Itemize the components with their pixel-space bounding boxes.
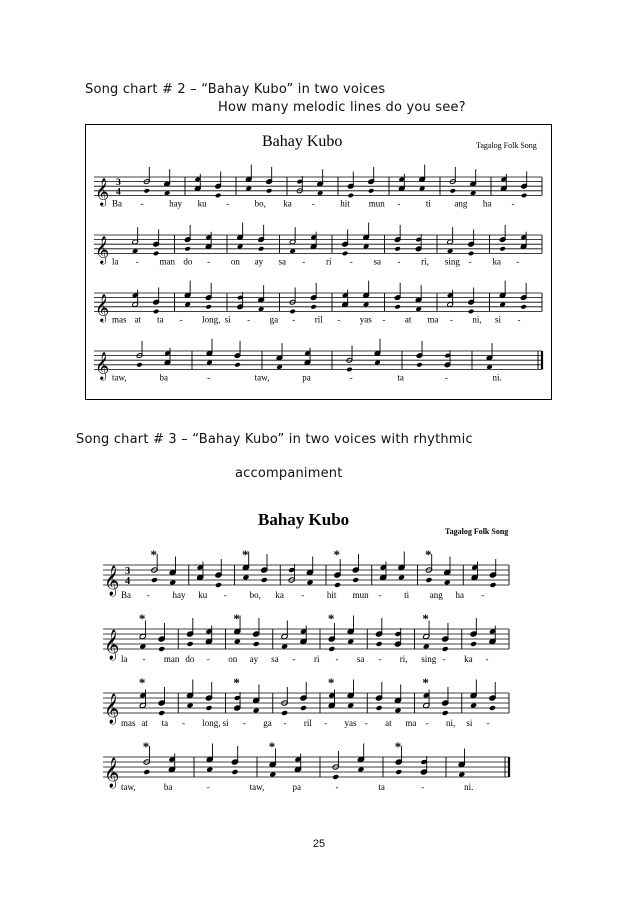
note-head-lower — [187, 703, 194, 709]
note-head-lower — [347, 193, 354, 199]
accompaniment-mark: * — [327, 675, 335, 690]
chart2-question: How many melodic lines do you see? — [218, 100, 466, 115]
lyric-syllable: - — [517, 314, 521, 325]
score-subtitle: Tagalog Folk Song — [445, 527, 509, 536]
treble-clef: 𝄞 — [95, 237, 110, 264]
lyric-syllable: si — [224, 314, 231, 325]
lyric-syllable: at — [404, 314, 412, 325]
lyric-syllable: - — [335, 782, 339, 792]
note-head-lower — [306, 580, 313, 586]
lyric-syllable: ga — [263, 718, 272, 728]
lyric-syllable: - — [146, 590, 150, 600]
lyric-syllable: - — [481, 590, 485, 600]
lyric-syllable: ma — [427, 314, 439, 325]
staff-system — [103, 611, 509, 664]
staff-system — [94, 281, 542, 325]
note-head-lower — [215, 193, 222, 199]
note-head-lower — [231, 769, 238, 775]
time-signature-bottom: 4 — [125, 576, 131, 587]
note-head-lower — [143, 769, 150, 775]
lyric-syllable: bo, — [249, 590, 261, 600]
note-head-lower — [468, 309, 475, 315]
lyric-syllable: ni. — [492, 372, 502, 383]
lyric-syllable: - — [311, 198, 315, 209]
chart3-subcaption: accompaniment — [235, 466, 343, 481]
lyric-syllable: - — [206, 654, 210, 664]
lyric-syllable: ha — [482, 198, 492, 209]
lyric-syllable: - — [207, 372, 211, 383]
note-head-lower — [499, 246, 506, 252]
lyric-syllable: - — [486, 718, 490, 728]
accompaniment-mark: * — [138, 675, 146, 690]
note-head-lower — [442, 646, 449, 652]
lyric-syllable: do — [185, 654, 195, 664]
note-head-lower — [266, 188, 273, 194]
accompaniment-mark: * — [268, 739, 276, 754]
accompaniment-mark: * — [424, 547, 432, 562]
note-head-lower — [205, 304, 212, 310]
lyric-syllable: sing — [421, 654, 437, 664]
score-title: Bahay Kubo — [262, 133, 343, 150]
note-head-lower — [444, 580, 451, 586]
lyric-syllable: yas — [344, 718, 357, 728]
lyric-syllable: taw, — [121, 782, 136, 792]
note-head-lower — [394, 304, 401, 310]
lyric-syllable: sa — [278, 256, 286, 267]
lyric-syllable: ka — [464, 654, 473, 664]
lyric-syllable: ku — [198, 590, 208, 600]
accompaniment-mark: * — [394, 739, 402, 754]
lyric-syllable: mun — [368, 198, 385, 209]
note-head-lower — [334, 582, 341, 588]
lyric-syllable: hit — [326, 590, 337, 600]
lyric-syllable: ri, — [399, 654, 408, 664]
lyric-syllable: taw, — [249, 782, 265, 792]
lyric-syllable: ma — [405, 718, 417, 728]
note-head-lower — [300, 705, 307, 711]
score-voices-accompaniment — [95, 497, 525, 807]
lyric-syllable: ba — [159, 372, 169, 383]
lyric-syllable: do — [183, 256, 193, 267]
lyric-syllable: pa — [302, 372, 311, 383]
note-head-lower — [357, 767, 364, 773]
note-head-lower — [139, 644, 146, 650]
lyric-syllable: long, — [202, 314, 221, 325]
treble-clef: 𝄞 — [95, 353, 110, 380]
note-head-lower — [153, 251, 160, 257]
lyric-syllable: la — [121, 654, 128, 664]
lyric-syllable: - — [301, 590, 305, 600]
lyric-syllable: ay — [249, 654, 259, 664]
note-head-lower — [470, 703, 477, 709]
lyric-syllable: hit — [340, 198, 350, 209]
lyric-syllable: ri — [326, 256, 332, 267]
lyric-syllable: - — [181, 718, 185, 728]
note-head-lower — [347, 703, 354, 709]
lyric-syllable: - — [223, 590, 227, 600]
note-head-lower — [489, 705, 496, 711]
lyric-syllable: ni, — [472, 314, 482, 325]
treble-clef: 𝄞 — [104, 566, 120, 595]
lyric-syllable: at — [134, 314, 142, 325]
lyric-syllable: - — [442, 654, 446, 664]
treble-clef: 𝄞 — [104, 694, 120, 723]
lyric-syllable: - — [226, 198, 230, 209]
lyric-syllable: ril — [303, 718, 312, 728]
note-head-lower — [158, 646, 165, 652]
lyric-syllable: - — [179, 314, 183, 325]
note-head-lower — [281, 710, 288, 716]
note-head-lower — [395, 769, 402, 775]
note-head-lower — [458, 772, 465, 778]
lyric-syllable: si — [494, 314, 501, 325]
note-head-lower — [151, 577, 158, 583]
accompaniment-mark: * — [422, 675, 429, 690]
note-head-lower — [423, 644, 430, 650]
note-head-lower — [347, 639, 354, 645]
lyric-syllable: la — [112, 256, 119, 267]
lyric-syllable: - — [421, 782, 425, 792]
song-chart-2 — [85, 124, 552, 400]
lyric-syllable: - — [516, 256, 520, 267]
note-head-lower — [489, 582, 496, 588]
lyric-syllable: ta — [161, 718, 169, 728]
lyric-syllable: sing — [444, 256, 460, 267]
lyric-syllable: - — [292, 314, 296, 325]
lyric-syllable: - — [207, 256, 211, 267]
note-head-lower — [470, 641, 477, 647]
lyric-syllable: si — [222, 718, 229, 728]
lyric-syllable: - — [485, 654, 489, 664]
note-head-lower — [449, 188, 456, 194]
lyric-syllable: ba — [163, 782, 173, 792]
accompaniment-mark: * — [138, 611, 146, 626]
note-head-lower — [394, 246, 401, 252]
lyric-syllable: sa — [271, 654, 279, 664]
lyric-syllable: - — [324, 718, 328, 728]
lyric-syllable: ga — [269, 314, 279, 325]
accompaniment-mark: * — [333, 547, 340, 562]
note-head-lower — [368, 188, 375, 194]
lyric-syllable: - — [349, 372, 353, 383]
treble-clef: 𝄞 — [95, 179, 110, 206]
note-head-lower — [332, 774, 339, 780]
lyric-syllable: - — [349, 256, 353, 267]
lyric-syllable: pa — [292, 782, 302, 792]
staff-system — [103, 675, 509, 728]
note-head-lower — [376, 705, 383, 711]
lyric-syllable: - — [364, 718, 368, 728]
note-head-lower — [468, 251, 475, 257]
staff-system — [103, 547, 509, 600]
note-head-lower — [187, 641, 194, 647]
lyric-syllable: ti — [425, 198, 431, 209]
lyric-syllable: ril — [314, 314, 323, 325]
time-signature-bottom: 4 — [116, 186, 121, 198]
note-head-lower — [143, 188, 150, 194]
note-head-lower — [205, 705, 212, 711]
accompaniment-mark: * — [142, 739, 150, 754]
lyric-syllable: - — [302, 256, 306, 267]
note-head-lower — [346, 367, 353, 373]
lyric-syllable: - — [378, 590, 382, 600]
lyric-syllable: - — [397, 198, 401, 209]
lyric-syllable: ri — [314, 654, 320, 664]
treble-clef: 𝄞 — [104, 630, 120, 659]
accompaniment-mark: * — [233, 611, 240, 626]
lyric-syllable: ni. — [464, 782, 474, 792]
lyric-syllable: mun — [352, 590, 369, 600]
note-head-lower — [442, 710, 449, 716]
lyric-syllable: bo, — [254, 198, 266, 209]
lyric-syllable: ha — [455, 590, 465, 600]
note-head-lower — [206, 767, 213, 773]
lyric-syllable: yas — [359, 314, 372, 325]
lyric-syllable: ka — [283, 198, 292, 209]
lyric-syllable: ta — [378, 782, 385, 792]
lyric-syllable: - — [378, 654, 382, 664]
lyric-syllable: ri, — [421, 256, 429, 267]
lyric-syllable: - — [511, 198, 515, 209]
staff-system — [103, 739, 509, 792]
lyric-syllable: hay — [172, 590, 186, 600]
lyric-syllable: on — [228, 654, 238, 664]
note-head-lower — [398, 575, 405, 581]
note-head-lower — [215, 582, 222, 588]
note-head-lower — [281, 644, 288, 650]
lyric-syllable: - — [142, 654, 146, 664]
lyric-syllable: mas — [112, 314, 127, 325]
lyric-syllable: - — [140, 198, 144, 209]
note-head-lower — [253, 708, 260, 714]
lyric-syllable: ang — [454, 198, 468, 209]
accompaniment-mark: * — [233, 675, 240, 690]
lyric-syllable: - — [242, 718, 246, 728]
lyric-syllable: si — [466, 718, 473, 728]
note-head-lower — [521, 193, 528, 199]
lyric-syllable: man — [159, 256, 176, 267]
lyric-syllable: - — [337, 314, 341, 325]
note-head-lower — [153, 309, 160, 315]
lyric-syllable: - — [444, 372, 448, 383]
lyric-syllable: - — [292, 654, 296, 664]
lyric-syllable: ti — [404, 590, 410, 600]
lyric-syllable: - — [425, 718, 429, 728]
lyric-syllable: - — [382, 314, 386, 325]
time-signature-top: 3 — [116, 177, 121, 189]
note-head-lower — [234, 362, 241, 368]
note-head-lower — [416, 362, 423, 368]
note-head-lower — [269, 772, 276, 778]
lyric-syllable: at — [141, 718, 148, 728]
note-head-lower — [242, 575, 249, 581]
lyric-syllable: mas — [121, 718, 136, 728]
page-number: 25 — [312, 838, 326, 850]
lyric-syllable: taw, — [112, 372, 127, 383]
lyric-syllable: - — [449, 314, 453, 325]
staff-system — [94, 223, 542, 267]
treble-clef: 𝄞 — [104, 758, 120, 787]
lyric-syllable: ay — [254, 256, 264, 267]
lyric-syllable: - — [283, 718, 287, 728]
note-head-lower — [169, 580, 176, 586]
note-head-lower — [158, 710, 165, 716]
note-head-lower — [376, 641, 383, 647]
lyric-syllable: - — [206, 782, 210, 792]
lyric-syllable: - — [468, 256, 472, 267]
lyric-syllable: man — [163, 654, 180, 664]
note-head-lower — [352, 577, 359, 583]
lyric-syllable: - — [247, 314, 251, 325]
lyric-syllable: - — [335, 654, 339, 664]
note-head-lower — [258, 246, 265, 252]
accompaniment-mark: * — [150, 547, 157, 562]
lyric-syllable: ta — [157, 314, 164, 325]
staff-system — [94, 165, 542, 209]
lyric-syllable: - — [135, 256, 139, 267]
accompaniment-mark: * — [422, 611, 429, 626]
lyric-syllable: on — [230, 256, 240, 267]
score-title: Bahay Kubo — [258, 510, 350, 529]
lyric-syllable: ni, — [446, 718, 456, 728]
treble-clef: 𝄞 — [95, 295, 110, 322]
note-head-lower — [394, 708, 401, 714]
lyric-syllable: at — [385, 718, 392, 728]
chart2-caption: Song chart # 2 – “Bahay Kubo” in two voices — [85, 82, 386, 97]
lyric-syllable: taw, — [254, 372, 270, 383]
lyric-syllable: sa — [356, 654, 365, 664]
note-head-lower — [328, 646, 335, 652]
lyric-syllable: ka — [275, 590, 284, 600]
note-head-lower — [289, 309, 296, 315]
lyric-syllable: ku — [197, 198, 207, 209]
accompaniment-mark: * — [327, 611, 335, 626]
note-head-lower — [520, 304, 527, 310]
note-head-lower — [234, 639, 241, 645]
lyric-syllable: sa — [373, 256, 382, 267]
lyric-syllable: ang — [429, 590, 443, 600]
lyric-syllable: long, — [202, 718, 221, 728]
time-signature-top: 3 — [125, 566, 131, 577]
lyric-syllable: ka — [492, 256, 501, 267]
lyric-syllable: Ba — [112, 198, 122, 209]
note-head-lower — [184, 246, 191, 252]
lyric-syllable: - — [397, 256, 401, 267]
score-voices — [86, 125, 550, 398]
score-subtitle: Tagalog Folk Song — [476, 141, 537, 150]
note-head-lower — [425, 577, 432, 583]
lyric-syllable: ta — [397, 372, 404, 383]
note-head-lower — [136, 362, 143, 368]
song-chart-3 — [95, 497, 525, 807]
note-head-lower — [310, 304, 317, 310]
accompaniment-mark: * — [241, 547, 249, 562]
lyric-syllable: Ba — [121, 590, 131, 600]
chart3-caption: Song chart # 3 – “Bahay Kubo” in two voices with rhythmic — [76, 432, 473, 447]
lyric-syllable: hay — [169, 198, 183, 209]
staff-system — [94, 339, 542, 383]
note-head-lower — [261, 577, 268, 583]
note-head-lower — [342, 251, 349, 257]
note-head-lower — [253, 641, 260, 647]
